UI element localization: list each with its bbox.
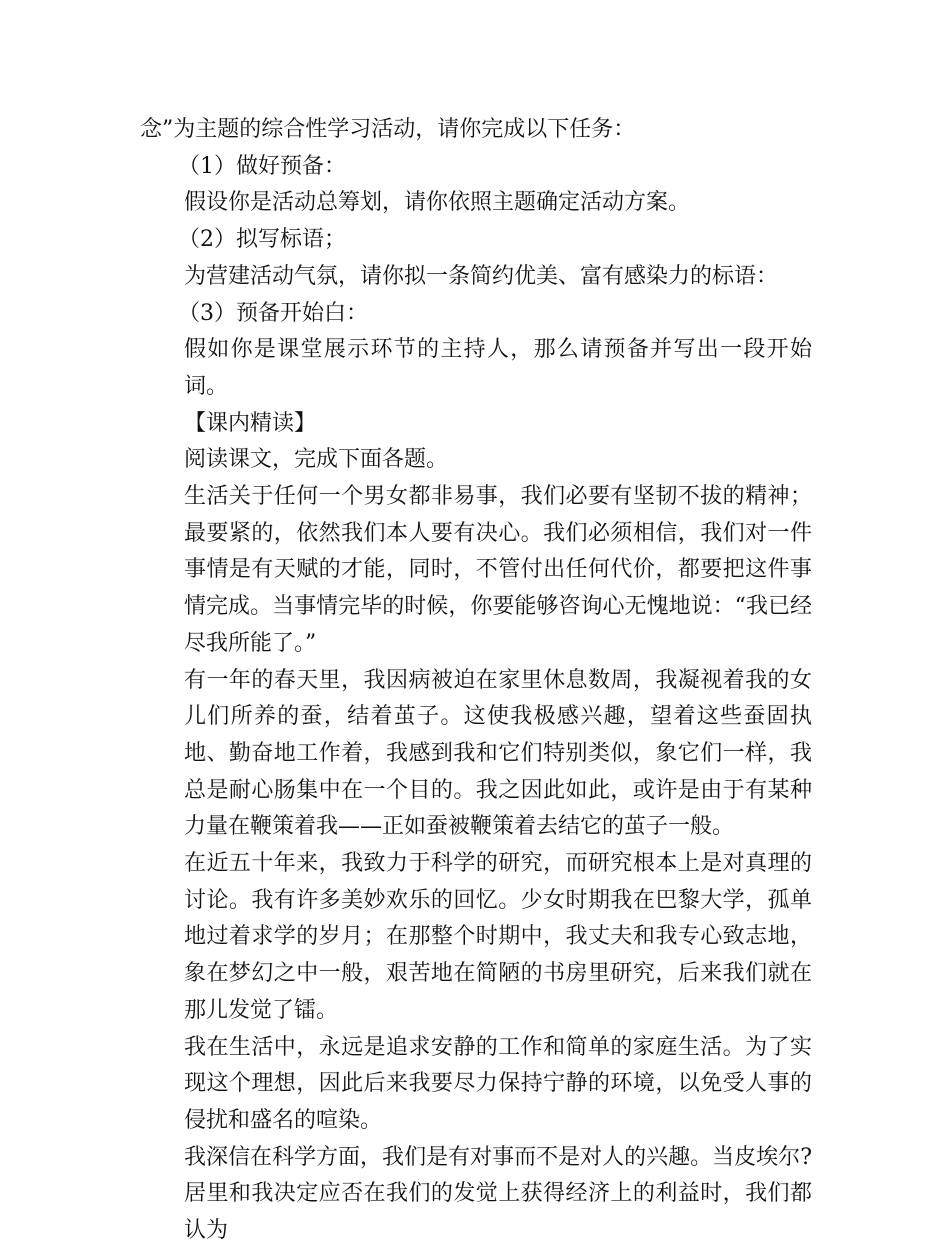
task-2-heading: （2）拟写标语； <box>178 227 346 253</box>
document-body <box>140 112 812 1250</box>
body-paragraph: 我在生活中，永远是追求安静的工作和简单的家庭生活。为了实现这个理想，因此后来我要尽力保持宁静的环境，以免受人事的侵扰和盛名的喧染。 <box>184 1034 812 1133</box>
task-1-heading: （1）做好预备： <box>178 153 346 179</box>
task-2-body: 为营建活动气氛，请你拟一条简约优美、富有感染力的标语： <box>184 263 779 289</box>
body-paragraph: 在近五十年来，我致力于科学的研究，而研究根本上是对真理的讨论。我有许多美妙欢乐的回忆。少女时期我在巴黎大学，孤单地过着求学的岁月；在那整个时期中，我丈夫和我专心致志地，象在梦幻之中一般，艰苦地在简陋的书房里研究，后来我们就在那儿发觉了镭。 <box>184 851 812 1023</box>
section-heading: 【课内精读】 <box>184 410 317 436</box>
intro-line: 念”为主题的综合性学习活动，请你完成以下任务： <box>140 117 636 142</box>
body-paragraph: 我深信在科学方面，我们是有对事而不是对人的兴趣。当皮埃尔?居里和我决定应否在我们的发觉上获得经济上的利益时，我们都认为 <box>184 1144 812 1244</box>
body-paragraph: 生活关于任何一个男女都非易事，我们必要有坚韧不拔的精神；最要紧的，依然我们本人要有决心。我们必须相信，我们对一件事情是有天赋的才能，同时，不管付出任何代价，都要把这件事情完成。当事情完毕的时候，你要能够咨询心无愧地说：“我已经尽我所能了。” <box>184 484 812 656</box>
task-1-body: 假设你是活动总筹划，请你依照主题确定活动方案。 <box>184 190 691 216</box>
body-paragraph: 有一年的春天里，我因病被迫在家里休息数周，我凝视着我的女儿们所养的蚕，结着茧子。这使我极感兴趣，望着这些蚕固执地、勤奋地工作着，我感到我和它们特别类似，象它们一样，我总是耐心肠集中在一个目的。我之因此如此，或许是由于有某种力量在鞭策着我——正如蚕被鞭策着去结它的茧子一般。 <box>184 667 812 840</box>
task-3-heading: （3）预备开始白： <box>178 300 368 326</box>
section-instruction: 阅读课文，完成下面各题。 <box>184 447 449 473</box>
task-3-body: 假如你是课堂展示环节的主持人，那么请预备并写出一段开始词。 <box>184 337 812 399</box>
